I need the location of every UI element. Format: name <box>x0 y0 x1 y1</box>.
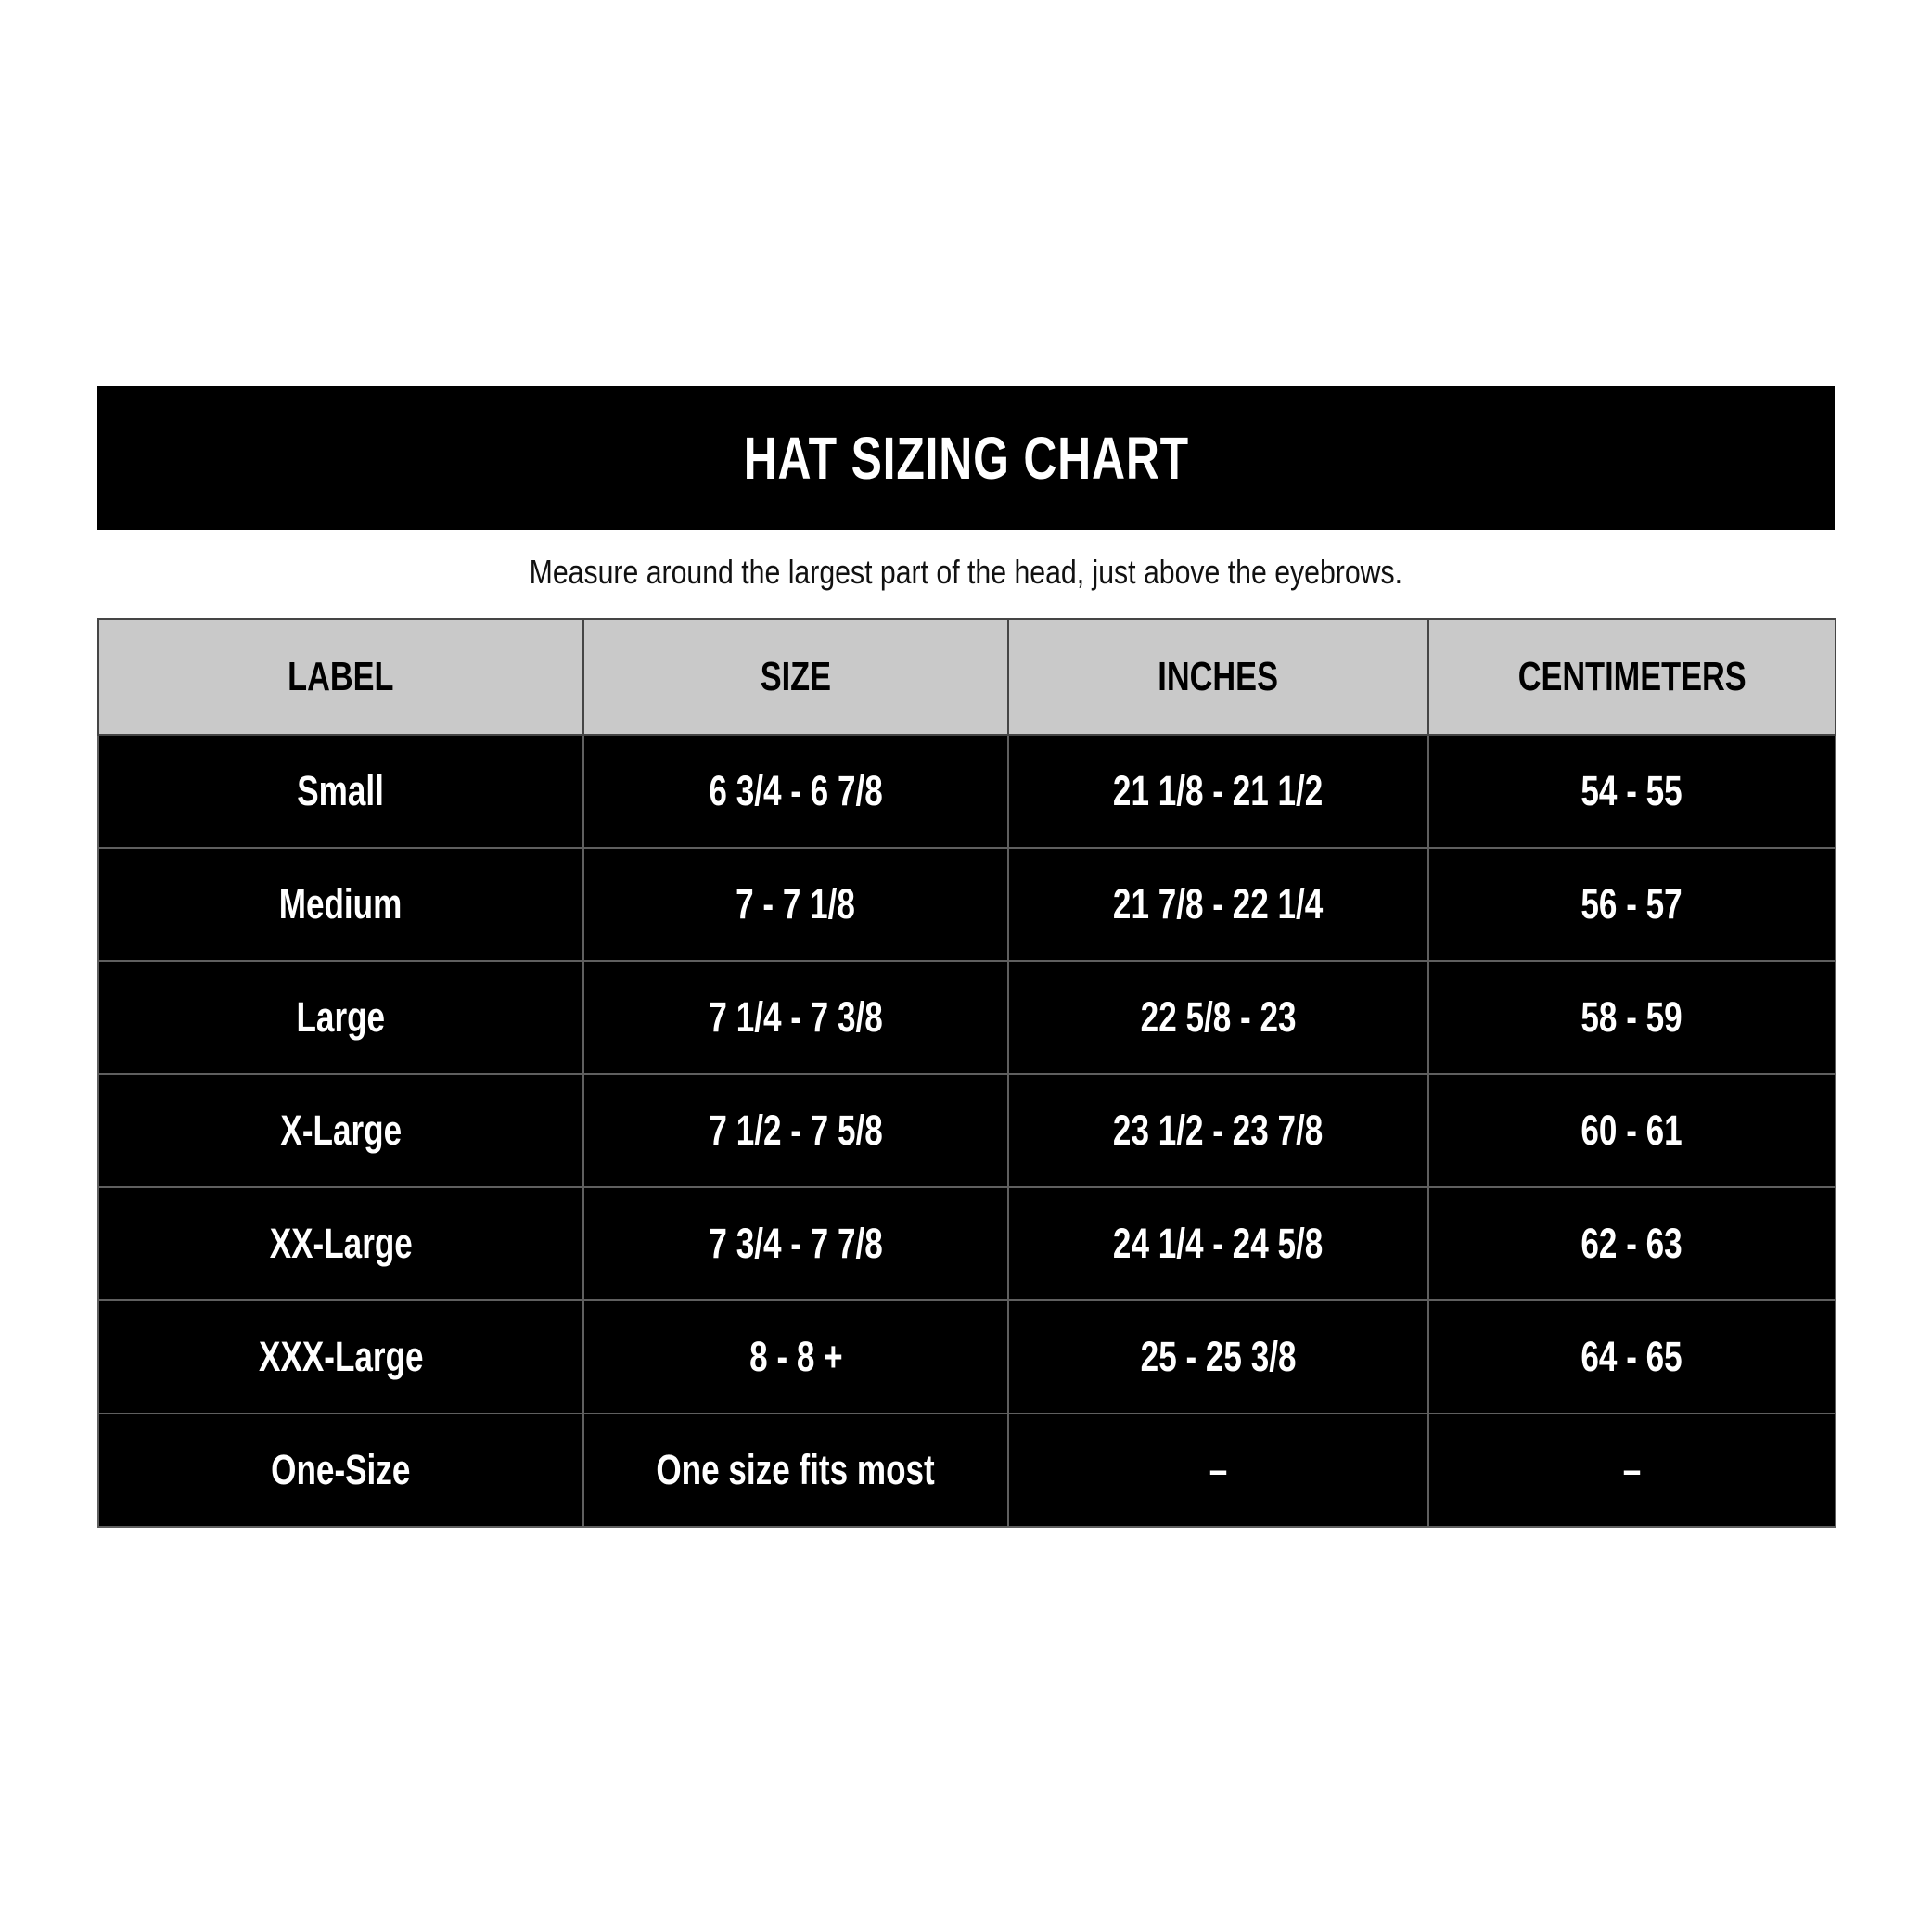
cell-text: 23 1/2 - 23 7/8 <box>1113 1107 1324 1154</box>
table-row <box>98 1414 1836 1527</box>
column-header-label <box>98 619 583 735</box>
table-row <box>98 848 1836 961</box>
cell-centimeters <box>1428 1300 1836 1414</box>
cell-text: Large <box>296 993 386 1041</box>
cell-text: Medium <box>279 880 403 928</box>
cell-text: 54 - 55 <box>1580 767 1683 814</box>
column-header-centimeters <box>1428 619 1836 735</box>
cell-text: 6 3/4 - 6 7/8 <box>709 767 883 814</box>
cell-text: 60 - 61 <box>1580 1107 1683 1154</box>
cell-inches <box>1008 1414 1428 1527</box>
page-title: HAT SIZING CHART <box>743 424 1189 492</box>
cell-inches <box>1008 961 1428 1074</box>
cell-label <box>98 1414 583 1527</box>
cell-text: 58 - 59 <box>1580 993 1683 1041</box>
column-header-text: INCHES <box>1158 653 1279 699</box>
cell-label <box>98 961 583 1074</box>
cell-inches <box>1008 848 1428 961</box>
table-row <box>98 735 1836 848</box>
cell-inches <box>1008 735 1428 848</box>
cell-size <box>583 848 1008 961</box>
cell-size <box>583 961 1008 1074</box>
cell-text: 7 3/4 - 7 7/8 <box>709 1220 883 1267</box>
title-bar <box>97 386 1835 530</box>
cell-inches <box>1008 1187 1428 1300</box>
cell-inches <box>1008 1074 1428 1187</box>
cell-text: 62 - 63 <box>1580 1220 1683 1267</box>
table-header-row <box>98 619 1836 735</box>
cell-size <box>583 1300 1008 1414</box>
cell-inches <box>1008 1300 1428 1414</box>
sizing-table <box>97 618 1836 1528</box>
column-header-size <box>583 619 1008 735</box>
cell-centimeters <box>1428 848 1836 961</box>
table-row <box>98 961 1836 1074</box>
cell-label <box>98 1187 583 1300</box>
cell-text: 7 - 7 1/8 <box>736 880 856 928</box>
cell-text: 7 1/4 - 7 3/8 <box>709 993 883 1041</box>
cell-size <box>583 1187 1008 1300</box>
cell-centimeters <box>1428 1074 1836 1187</box>
subtitle: Measure around the largest part of the head, just above the eyebrows. <box>529 553 1403 591</box>
table-row <box>98 1300 1836 1414</box>
cell-size <box>583 1074 1008 1187</box>
cell-centimeters <box>1428 1414 1836 1527</box>
cell-label <box>98 1074 583 1187</box>
cell-text: 64 - 65 <box>1580 1333 1683 1380</box>
cell-text: 24 1/4 - 24 5/8 <box>1113 1220 1324 1267</box>
cell-size <box>583 735 1008 848</box>
cell-centimeters <box>1428 1187 1836 1300</box>
cell-text: One size fits most <box>656 1446 936 1493</box>
cell-text: XXX-Large <box>258 1333 424 1380</box>
cell-text: 25 - 25 3/8 <box>1140 1333 1297 1380</box>
table-row <box>98 1074 1836 1187</box>
cell-label <box>98 848 583 961</box>
cell-text: 21 1/8 - 21 1/2 <box>1113 767 1324 814</box>
cell-label <box>98 735 583 848</box>
table-body <box>98 735 1836 1527</box>
cell-text: – <box>1622 1446 1642 1493</box>
cell-size <box>583 1414 1008 1527</box>
subtitle-row <box>97 553 1835 592</box>
cell-text: Small <box>297 767 385 814</box>
table-row <box>98 1187 1836 1300</box>
cell-text: – <box>1209 1446 1228 1493</box>
cell-text: 8 - 8 + <box>748 1333 843 1380</box>
column-header-inches <box>1008 619 1428 735</box>
cell-text: One-Size <box>271 1446 411 1493</box>
cell-text: 22 5/8 - 23 <box>1140 993 1297 1041</box>
cell-text: XX-Large <box>269 1220 413 1267</box>
cell-label <box>98 1300 583 1414</box>
cell-text: 56 - 57 <box>1580 880 1683 928</box>
cell-text: 21 7/8 - 22 1/4 <box>1113 880 1324 928</box>
cell-centimeters <box>1428 735 1836 848</box>
cell-text: X-Large <box>280 1107 402 1154</box>
cell-text: 7 1/2 - 7 5/8 <box>709 1107 883 1154</box>
column-header-text: CENTIMETERS <box>1517 653 1746 699</box>
column-header-text: LABEL <box>288 653 394 699</box>
column-header-text: SIZE <box>760 653 832 699</box>
cell-centimeters <box>1428 961 1836 1074</box>
